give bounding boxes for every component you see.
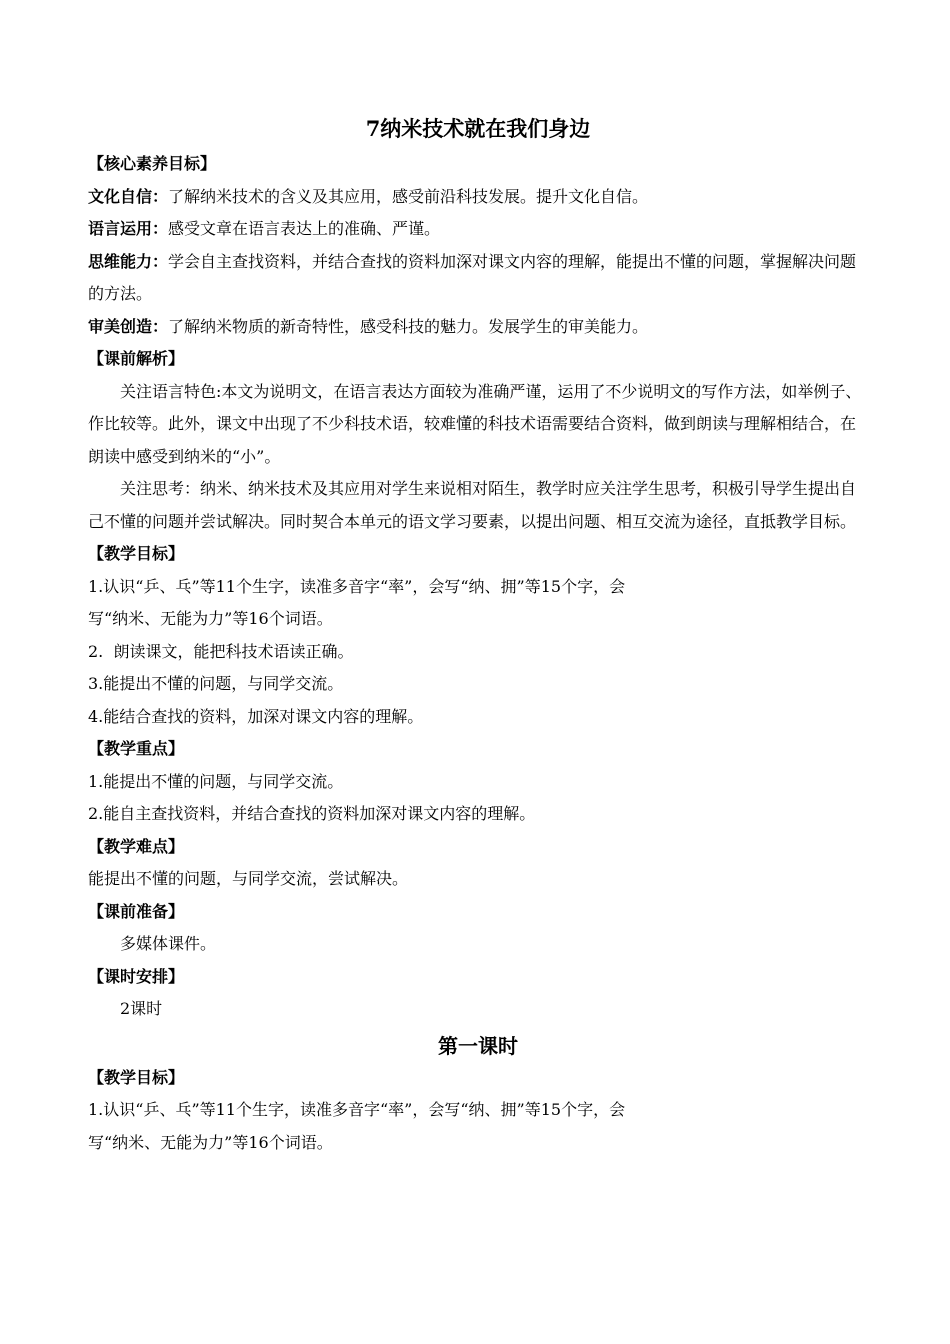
lesson-heading-teaching-goals: 【教学目标】 (88, 1067, 185, 1087)
teaching-goal-item: 写“纳米、无能为力”等16个词语。 (88, 609, 333, 628)
key-point-item: 1.能提出不懂的问题，与同学交流。 (88, 771, 344, 791)
lesson-title: 第一课时 (438, 1033, 518, 1058)
core-goal-label: 语言运用： (88, 219, 169, 238)
core-goal-text: 了解纳米技术的含义及其应用，感受前沿科技发展。提升文化自信。 (168, 186, 649, 206)
document-title: 7纳米技术就在我们身边 (365, 116, 591, 141)
preparation-text: 多媒体课件。 (120, 934, 217, 953)
core-goal-label: 文化自信： (88, 186, 169, 206)
section-heading-teaching-goals: 【教学目标】 (88, 544, 185, 563)
section-heading-key-points: 【教学重点】 (88, 739, 185, 758)
section-heading-difficulties: 【教学难点】 (88, 836, 185, 856)
core-goal-item (88, 181, 868, 214)
teaching-goal-item: 4.能结合查找的资料，加深对课文内容的理解。 (88, 706, 424, 726)
key-point-item: 2.能自主查找资料，并结合查找的资料加深对课文内容的理解。 (88, 804, 536, 823)
core-goal-item (88, 213, 868, 246)
pre-analysis-paragraph: 关注语言特色:本文为说明文，在语言表达方面较为准确严谨，运用了不少说明文的写作方法，如举例子、作比较等。此外，课文中出现了不少科技术语，较难懂的科技术语需要结合资料，做到朗读与理解相结合，在朗读中感受到纳米的“小”。 (88, 381, 862, 466)
core-goal-item (88, 246, 868, 311)
section-heading-core-goals: 【核心素养目标】 (88, 154, 217, 173)
document-page (88, 112, 868, 1159)
teaching-goal-item: 1.认识“乒、乓”等11个生字，读准多音字“率”，会写“纳、拥”等15个字，会 (88, 576, 626, 596)
teaching-goal-item: 2. 朗读课文，能把科技术语读正确。 (88, 641, 354, 661)
section-heading-schedule: 【课时安排】 (88, 966, 185, 986)
section-heading-pre-analysis: 【课前解析】 (88, 349, 185, 368)
difficulty-text: 能提出不懂的问题，与同学交流，尝试解决。 (88, 869, 409, 888)
teaching-goal-item: 3.能提出不懂的问题，与同学交流。 (88, 674, 344, 693)
core-goal-label: 审美创造： (88, 316, 169, 336)
core-goal-text: 了解纳米物质的新奇特性，感受科技的魅力。发展学生的审美能力。 (168, 316, 649, 336)
schedule-text: 2课时 (120, 999, 163, 1018)
lesson-goal-item: 写“纳米、无能为力”等16个词语。 (88, 1132, 333, 1152)
pre-analysis-paragraph: 关注思考：纳米、纳米技术及其应用对学生来说相对陌生，教学时应关注学生思考，积极引导学生提出自己不懂的问题并尝试解决。同时契合本单元的语文学习要素，以提出问题、相互交流为途径，直抵教学目标。 (88, 479, 857, 531)
core-goal-text: 感受文章在语言表达上的准确、严谨。 (168, 219, 441, 238)
core-goal-label: 思维能力： (88, 251, 169, 271)
core-goal-text: 学会自主查找资料，并结合查找的资料加深对课文内容的理解，能提出不懂的问题，掌握解决问题的方法。 (88, 251, 857, 303)
section-heading-preparation: 【课前准备】 (88, 901, 185, 921)
lesson-goal-item: 1.认识“乒、乓”等11个生字，读准多音字“率”，会写“纳、拥”等15个字，会 (88, 1100, 626, 1119)
core-goal-item (88, 311, 868, 344)
